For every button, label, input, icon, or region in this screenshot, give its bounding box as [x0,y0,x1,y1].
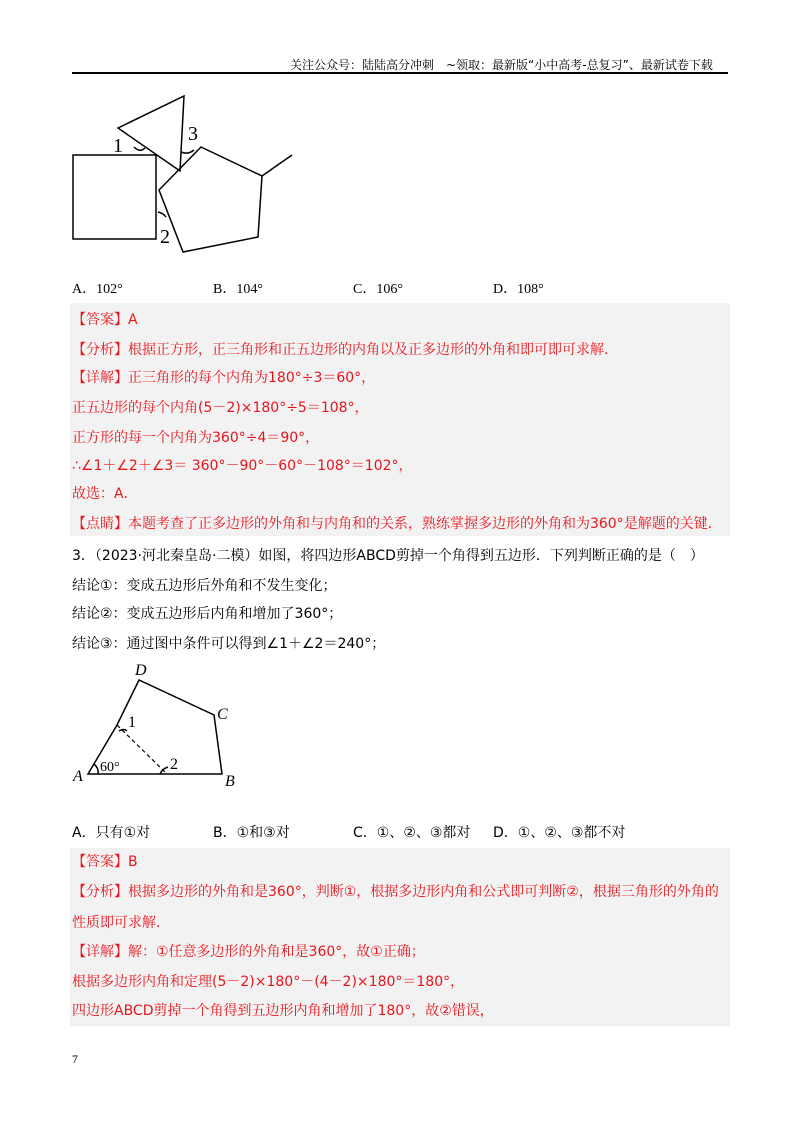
q2-option-b: B．104° [213,282,263,297]
triangle-shape [118,96,184,171]
q3-analysis-2: 性质即可求解． [72,915,170,931]
vertex-c-label: C [217,706,228,723]
angle3-arc [181,150,194,153]
angle2-label: 2 [160,226,170,248]
q2-analysis: 【分析】根据正方形，正三角形和正五边形的内角以及正多边形的外角和即可即可求解． [72,342,618,358]
angle3-label: 3 [188,123,198,145]
angle1-label: 1 [128,714,136,731]
q3-conclusion-3: 结论③：通过图中条件可以得到∠1＋∠2＝240°； [72,636,386,652]
vertex-b-label: B [225,773,235,790]
q3-solution-box [70,848,730,1026]
q3-detail-2: 根据多边形内角和定理(5－2)×180°－(4－2)×180°＝180°， [72,974,465,990]
q3-option-a: A．只有①对 [72,825,151,841]
page-number: 7 [72,1052,78,1066]
header-rule [72,72,728,74]
q3-conclusion-2: 结论②：变成五边形后内角和增加了360°； [72,606,343,622]
page-header: 关注公众号：陆陆高分冲刺 ~领取：最新版“小中高考-总复习”、最新试卷下载 [290,58,713,72]
q3-analysis-1: 【分析】根据多边形的外角和是360°，判断①，根据多边形内角和公式即可判断②，根据三角形的外角的 [72,884,719,900]
q2-detail-5: 故选：A． [72,486,138,502]
q2-detail-1: 【详解】正三角形的每个内角为180°÷3＝60°， [72,370,376,386]
extended-side [262,155,292,176]
q2-detail-4: ∴∠1＋∠2＋∠3＝ 360°－90°－60°－108°＝102°， [72,458,413,474]
q2-option-d: D．108° [493,282,544,297]
q2-detail-3: 正方形的每一个内角为360°÷4＝90°， [72,430,320,446]
polygons-figure [60,88,310,258]
square-shape [73,155,156,239]
angle2-label: 2 [170,756,178,773]
q2-detail-2: 正五边形的每个内角(5－2)×180°÷5＝108°， [72,400,369,416]
vertex-d-label: D [135,662,147,679]
vertex-a-label: A [73,768,83,785]
angle2-arc [158,212,166,217]
pentagon-shape [159,147,262,252]
q2-option-c: C．106° [353,282,403,297]
q3-conclusion-1: 结论①：变成五边形后外角和不发生变化； [72,578,337,594]
q2-comment: 【点睛】本题考查了正多边形的外角和与内角和的关系，熟练掌握多边形的外角和为360°是解题的关键． [72,516,722,532]
angle-a-label: 60° [100,760,120,775]
q3-option-b: B．①和③对 [213,825,290,841]
q2-solution-box [70,303,730,536]
q2-answer: 【答案】A [72,312,138,328]
q3-option-c: C．①、②、③都对 [353,825,471,841]
angle1-label: 1 [113,135,123,157]
q3-detail-1: 【详解】解：①任意多边形的外角和是360°，故①正确； [72,944,425,960]
angleA-arc [94,764,98,774]
angle1-arc [134,147,145,150]
q2-option-a: A．102° [72,282,123,297]
q3-answer: 【答案】B [72,854,138,870]
q3-stem: 3．（2023·河北秦皇岛·二模）如图，将四边形ABCD剪掉一个角得到五边形．下列判断正确的是（ ） [72,548,704,564]
cut-line [117,725,167,774]
q3-option-d: D．①、②、③都不对 [493,825,626,841]
q3-detail-3: 四边形ABCD剪掉一个角得到五边形内角和增加了180°，故②错误， [72,1003,494,1019]
pentagon-abcd-figure [60,655,260,795]
